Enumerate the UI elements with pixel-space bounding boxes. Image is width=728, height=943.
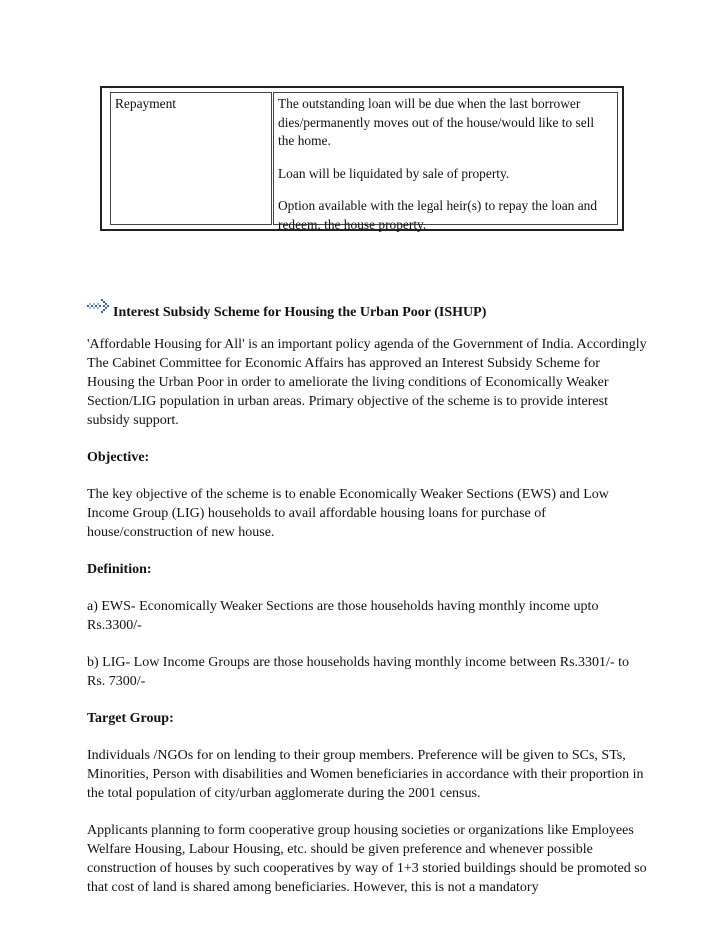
repayment-label: Repayment	[115, 96, 176, 111]
definition-lig: b) LIG- Low Income Groups are those households having monthly income between Rs.3301/- to Rs. 7300/-	[87, 655, 630, 689]
definition-ews: a) EWS- Economically Weaker Sections are those households having monthly income upto Rs.3300/-	[87, 599, 599, 633]
repayment-paragraph-2: Loan will be liquidated by sale of property.	[278, 165, 510, 181]
section-title: Interest Subsidy Scheme for Housing the Urban Poor (ISHUP)	[113, 305, 487, 320]
section-heading	[86, 296, 646, 326]
table-cell-description	[273, 92, 618, 232]
intro-paragraph: 'Affordable Housing for All' is an important policy agenda of the Government of India. Accordingly The Cabinet Committee for Economic Affairs has approved an Interest Subsidy Scheme for Housing the Urban Poor in order to ameliorate the living conditions of Economically Weaker Section/LIG population in urban areas. Primary objective of the scheme is to provide interest subsidy support.	[87, 337, 647, 428]
definition-heading: Definition:	[87, 562, 152, 577]
repayment-paragraph-3: Option available with the legal heir(s) to repay the loan and redeem, the house property.	[278, 198, 598, 232]
target-group-paragraph-1: Individuals /NGOs for on lending to their group members. Preference will be given to SCs, STs, Minorities, Person with disabilities and Women beneficiaries in accordance with their proportion in the total population of city/urban agglomerate during the 2001 census.	[87, 748, 644, 801]
target-group-heading: Target Group:	[87, 711, 174, 726]
table-cell-label	[110, 92, 272, 225]
objective-paragraph: The key objective of the scheme is to enable Economically Weaker Sections (EWS) and Low Income Group (LIG) households to avail affordable housing loans for purchase of house/construction of new house.	[87, 487, 609, 540]
repayment-paragraph-1: The outstanding loan will be due when the last borrower dies/permanently moves out of the house/would like to sell the home.	[278, 96, 595, 148]
repayment-table	[100, 86, 624, 231]
target-group-paragraph-2: Applicants planning to form cooperative group housing societies or organizations like Employees Welfare Housing, Labour Housing, etc. should be given preference and whenever possible construction of houses by such cooperatives by way of 1+3 storied buildings should be promoted so that cost of land is shared among beneficiaries. However, this is not a mandatory	[87, 823, 647, 895]
objective-heading: Objective:	[87, 450, 150, 465]
section-body	[87, 335, 647, 915]
dotted-arrow-icon	[86, 296, 112, 318]
